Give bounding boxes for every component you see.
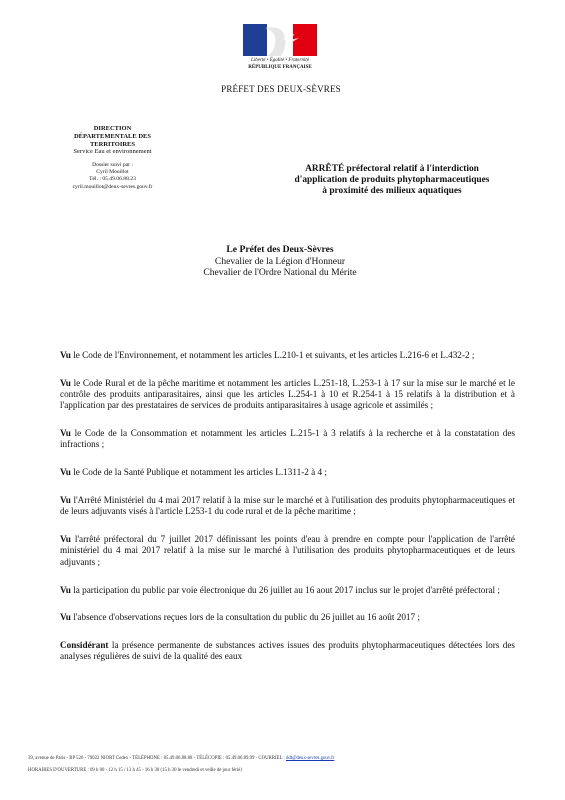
paragraph bbox=[60, 534, 515, 568]
paragraph-lead: Vu bbox=[60, 495, 71, 506]
marianne-logo-icon bbox=[243, 24, 317, 56]
document-title: ARRÊTÉ préfectoral relatif à l'interdiction d'application de produits phytopharmaceutiques à proximité des milieux aquatiques bbox=[294, 164, 490, 197]
footer-address-line bbox=[28, 753, 548, 765]
footer-hours: HORAIRES D'OUVERTURE : 09 h 00 - 12 h 15 / 13 h 45 - 16 h 30 (15 h 30 le vendredi et veille de jour férié) bbox=[28, 768, 242, 773]
footer-address: 39, avenue de Paris - BP 526 - 79022 NIORT Cedex - TÉLÉPHONE : 05.49.06.88.88 - TÉLÉCOPIE : 05.49.06.89.99 - COURRIEL : bbox=[28, 756, 286, 761]
paragraph-text: le Code de l'Environnement, et notamment les articles L.210-1 et suivants, et les articles L.216-6 et L.432-2 ; bbox=[70, 350, 475, 360]
followed-by-label: Dossier suivi par : bbox=[92, 162, 133, 168]
republic-motto: Liberté • Égalité • Fraternité bbox=[251, 58, 309, 63]
paragraph-lead: Vu bbox=[60, 534, 71, 545]
paragraph-lead: Vu bbox=[60, 612, 71, 623]
footer-email-link[interactable]: ddt@deux-sevres.gouv.fr bbox=[285, 756, 335, 761]
contact-name: Cyril Mouillot bbox=[96, 169, 129, 176]
paragraph bbox=[60, 640, 515, 663]
paragraph-lead: Vu bbox=[60, 428, 71, 439]
paragraph bbox=[60, 467, 515, 478]
paragraph bbox=[60, 495, 515, 518]
paragraph bbox=[60, 428, 515, 451]
paragraph-lead: Vu bbox=[60, 584, 71, 595]
page-footer bbox=[28, 753, 548, 777]
direction-line: TERRITOIRES bbox=[89, 140, 136, 148]
paragraph bbox=[60, 378, 515, 412]
contact-email: cyril.mouillot@deux-sevres.gouv.fr bbox=[72, 183, 153, 190]
paragraph-lead: Vu bbox=[60, 377, 71, 388]
paragraph-text: le Code de la Santé Publique et notamment les articles L.1311-2 à 4 ; bbox=[70, 467, 327, 478]
prefecture-header: PRÉFET DES DEUX-SÈVRES bbox=[221, 84, 341, 94]
paragraph-lead: Vu bbox=[60, 350, 71, 360]
paragraph-text: la participation du public par voie électronique du 26 juillet au 16 aout 2017 inclus sur le projet d'arrêté préfectoral ; bbox=[70, 584, 500, 595]
paragraph-text: le Code de la Consommation et notamment les articles L.215-1 à 3 relatifs à la recherche et à la constatation des infractions ; bbox=[60, 428, 515, 450]
paragraph bbox=[60, 585, 515, 596]
paragraph-text: la présence permanente de substances actives issues des produits phytopharmaceutiques détectées lors des analyses régulières de suivi de la qualité des eaux bbox=[60, 640, 515, 662]
paragraph-text: le Code Rural et de la pêche maritime et notamment les articles L.251-18, L.253-1 à 17 sur la mise sur le marché et le contrôle des produits antiparasitaires, ainsi que les articles L.254-1 à 10 et R.254-1 à 15 relatifs à la distribution et à l'application par des prestataires de services de produits antiparasitaires à usage agricole et assimilés ; bbox=[60, 377, 515, 411]
prefect-distinction: Chevalier de la Légion d'Honneur bbox=[214, 255, 346, 267]
prefect-block bbox=[150, 244, 410, 279]
prefect-name: Le Préfet des Deux-Sèvres bbox=[226, 244, 334, 255]
direction-line: DÉPARTEMENTALE DES bbox=[73, 132, 151, 140]
prefect-distinction: Chevalier de l'Ordre National du Mérite bbox=[203, 267, 357, 279]
paragraph-text: l'absence d'observations reçues lors de la consultation du public du 26 juillet au 16 août 2017 ; bbox=[70, 612, 420, 623]
paragraph-text: l'Arrêté Ministériel du 4 mai 2017 relatif à la mise sur le marché et à l'utilisation des produits phytopharmaceutiques et de leurs adjuvants visés à l'article L253-1 du code rural et de la pêche maritime ; bbox=[60, 495, 515, 517]
paragraph bbox=[60, 350, 515, 361]
paragraph bbox=[60, 612, 515, 623]
direction-line: DIRECTION bbox=[93, 125, 132, 132]
republic-name: RÉPUBLIQUE FRANÇAISE bbox=[248, 65, 312, 70]
contact-block bbox=[55, 162, 170, 191]
contact-phone: Tél. : 05.49.06.88.23 bbox=[89, 176, 136, 183]
paragraph-text: l'arrêté préfectoral du 7 juillet 2017 définissant les points d'eau à prendre en compte pour l'application de l'arrêté ministériel du 4 mai 2017 relatif à la mise sur le marché à l'utilisation des produits phytopharmaceutiques et de leurs adjuvants ; bbox=[60, 534, 515, 567]
service-name: Service Eau et environnement bbox=[73, 148, 152, 156]
paragraph-lead: Considérant bbox=[60, 640, 109, 651]
paragraph-lead: Vu bbox=[60, 467, 71, 478]
direction-block bbox=[55, 125, 170, 156]
document-body bbox=[60, 350, 515, 679]
